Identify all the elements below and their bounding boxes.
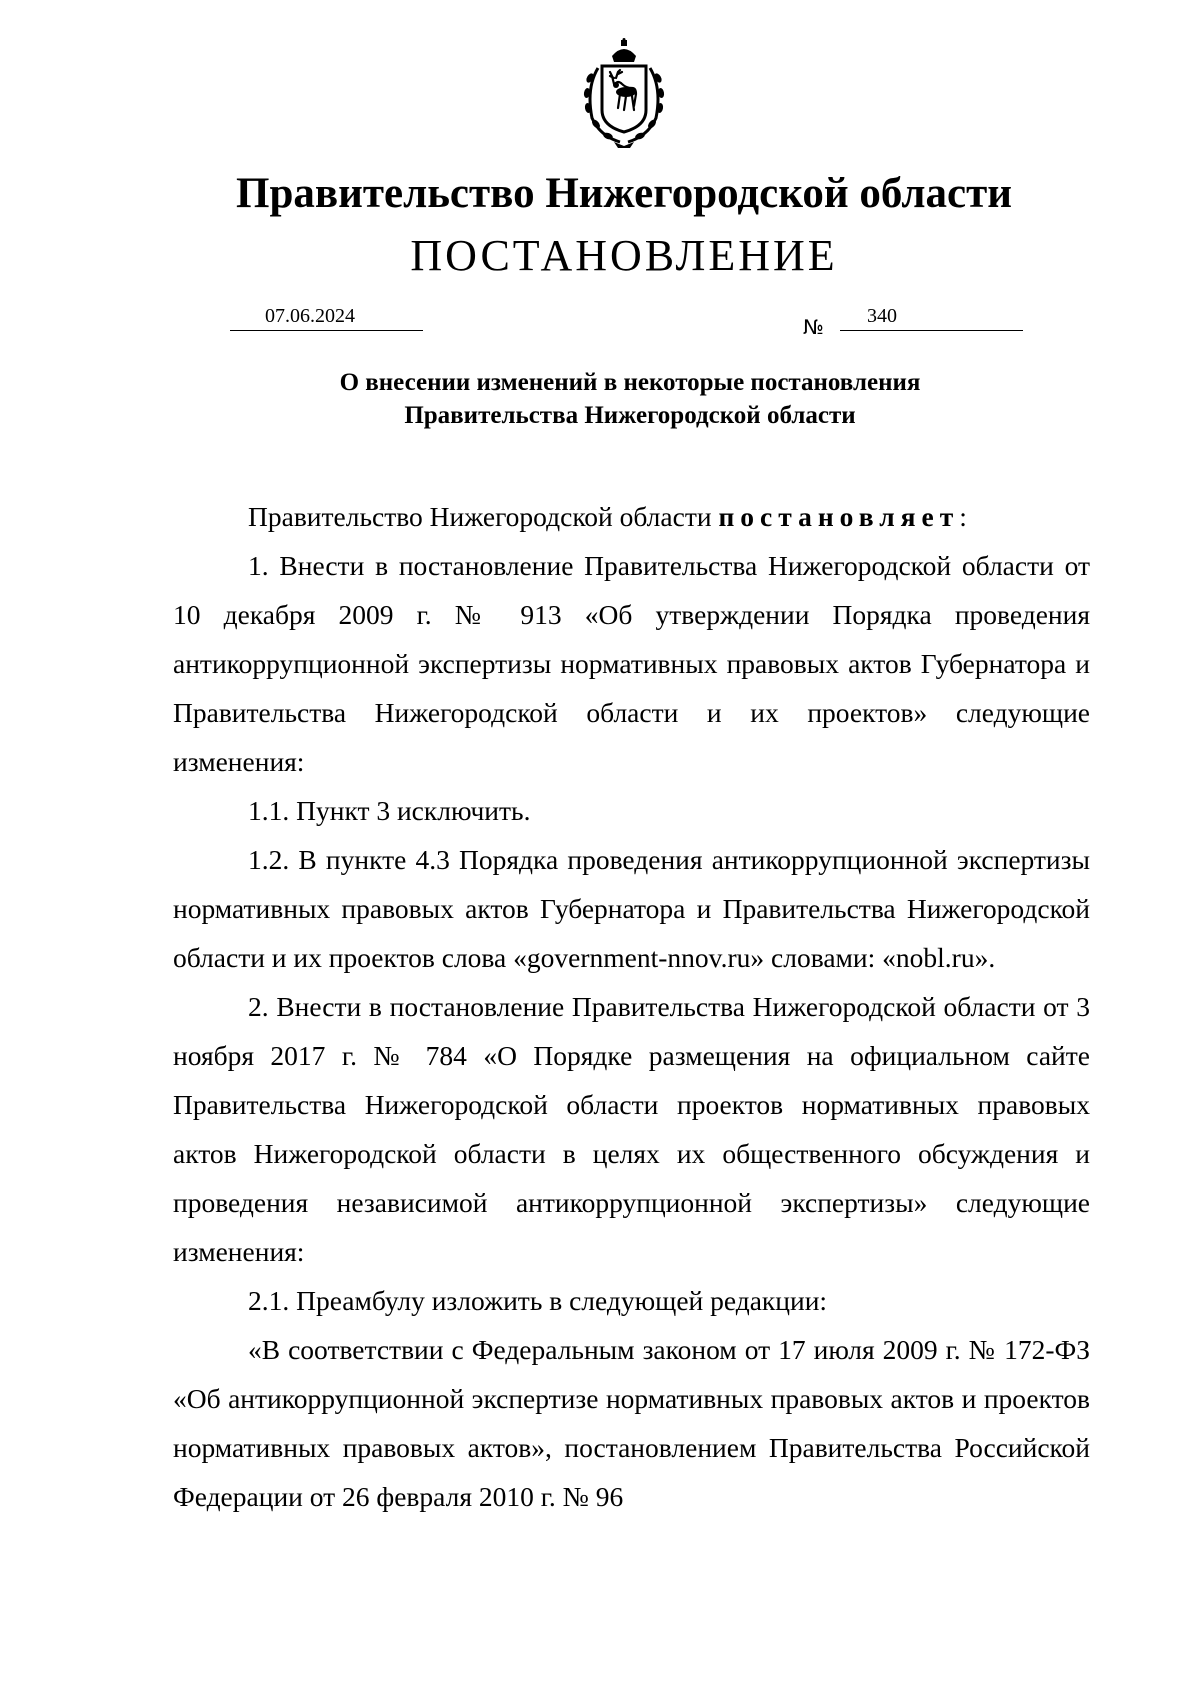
organization-title: Правительство Нижегородской области xyxy=(236,170,1012,217)
preamble-verb: постановляет xyxy=(718,501,960,532)
paragraph-2: 2. Внести в постановление Правительства Нижегородской области от 3 ноября 2017 г. № 784 «О Порядке размещения на официальном сайте Правительства Нижегородской области проектов нормативных правовых актов Нижегородской области в целях их общественного обсуждения и проведения независимой антикоррупционной экспертизы» следующие изменения: xyxy=(173,991,1090,1267)
preamble-suffix: : xyxy=(959,501,967,532)
document-number: 340 xyxy=(867,305,897,327)
document-type-title: ПОСТАНОВЛЕНИЕ xyxy=(410,231,838,280)
paragraph-1-2: 1.2. В пункте 4.3 Порядка проведения антикоррупционной экспертизы нормативных правовых актов Губернатора и Правительства Нижегородской области и их проектов слова «government-nnov.ru» словами: «nobl.ru». xyxy=(173,844,1090,973)
preamble-prefix: Правительство Нижегородской области xyxy=(248,501,712,532)
document-number-field xyxy=(840,304,1023,331)
subject-line-1: О внесении изменений в некоторые постановления xyxy=(339,369,921,396)
paragraph-1: 1. Внести в постановление Правительства Нижегородской области от 10 декабря 2009 г. № 913 «Об утверждении Порядка проведения антикоррупционной экспертизы нормативных правовых актов Губернатора и Правительства Нижегородской области и их проектов» следующие изменения: xyxy=(173,550,1090,777)
number-sign: № xyxy=(803,315,824,339)
paragraph-2-1: 2.1. Преамбулу изложить в следующей редакции: xyxy=(248,1285,828,1316)
subject-line-2: Правительства Нижегородской области xyxy=(404,402,856,429)
document-date-field xyxy=(230,304,423,331)
document-subject xyxy=(0,366,1200,432)
document-date: 07.06.2024 xyxy=(265,305,355,327)
preamble-paragraph xyxy=(173,492,1090,541)
paragraph-2-quote: «В соответствии с Федеральным законом от 17 июля 2009 г. № 172-ФЗ «Об антикоррупционной экспертизе нормативных правовых актов и проектов нормативных правовых актов», постановлением Правительства Российской Федерации от 26 февраля 2010 г. № 96 xyxy=(173,1334,1090,1512)
paragraph-1-1: 1.1. Пункт 3 исключить. xyxy=(248,795,531,826)
coat-of-arms-emblem xyxy=(574,38,674,150)
document-body xyxy=(173,492,1090,1521)
